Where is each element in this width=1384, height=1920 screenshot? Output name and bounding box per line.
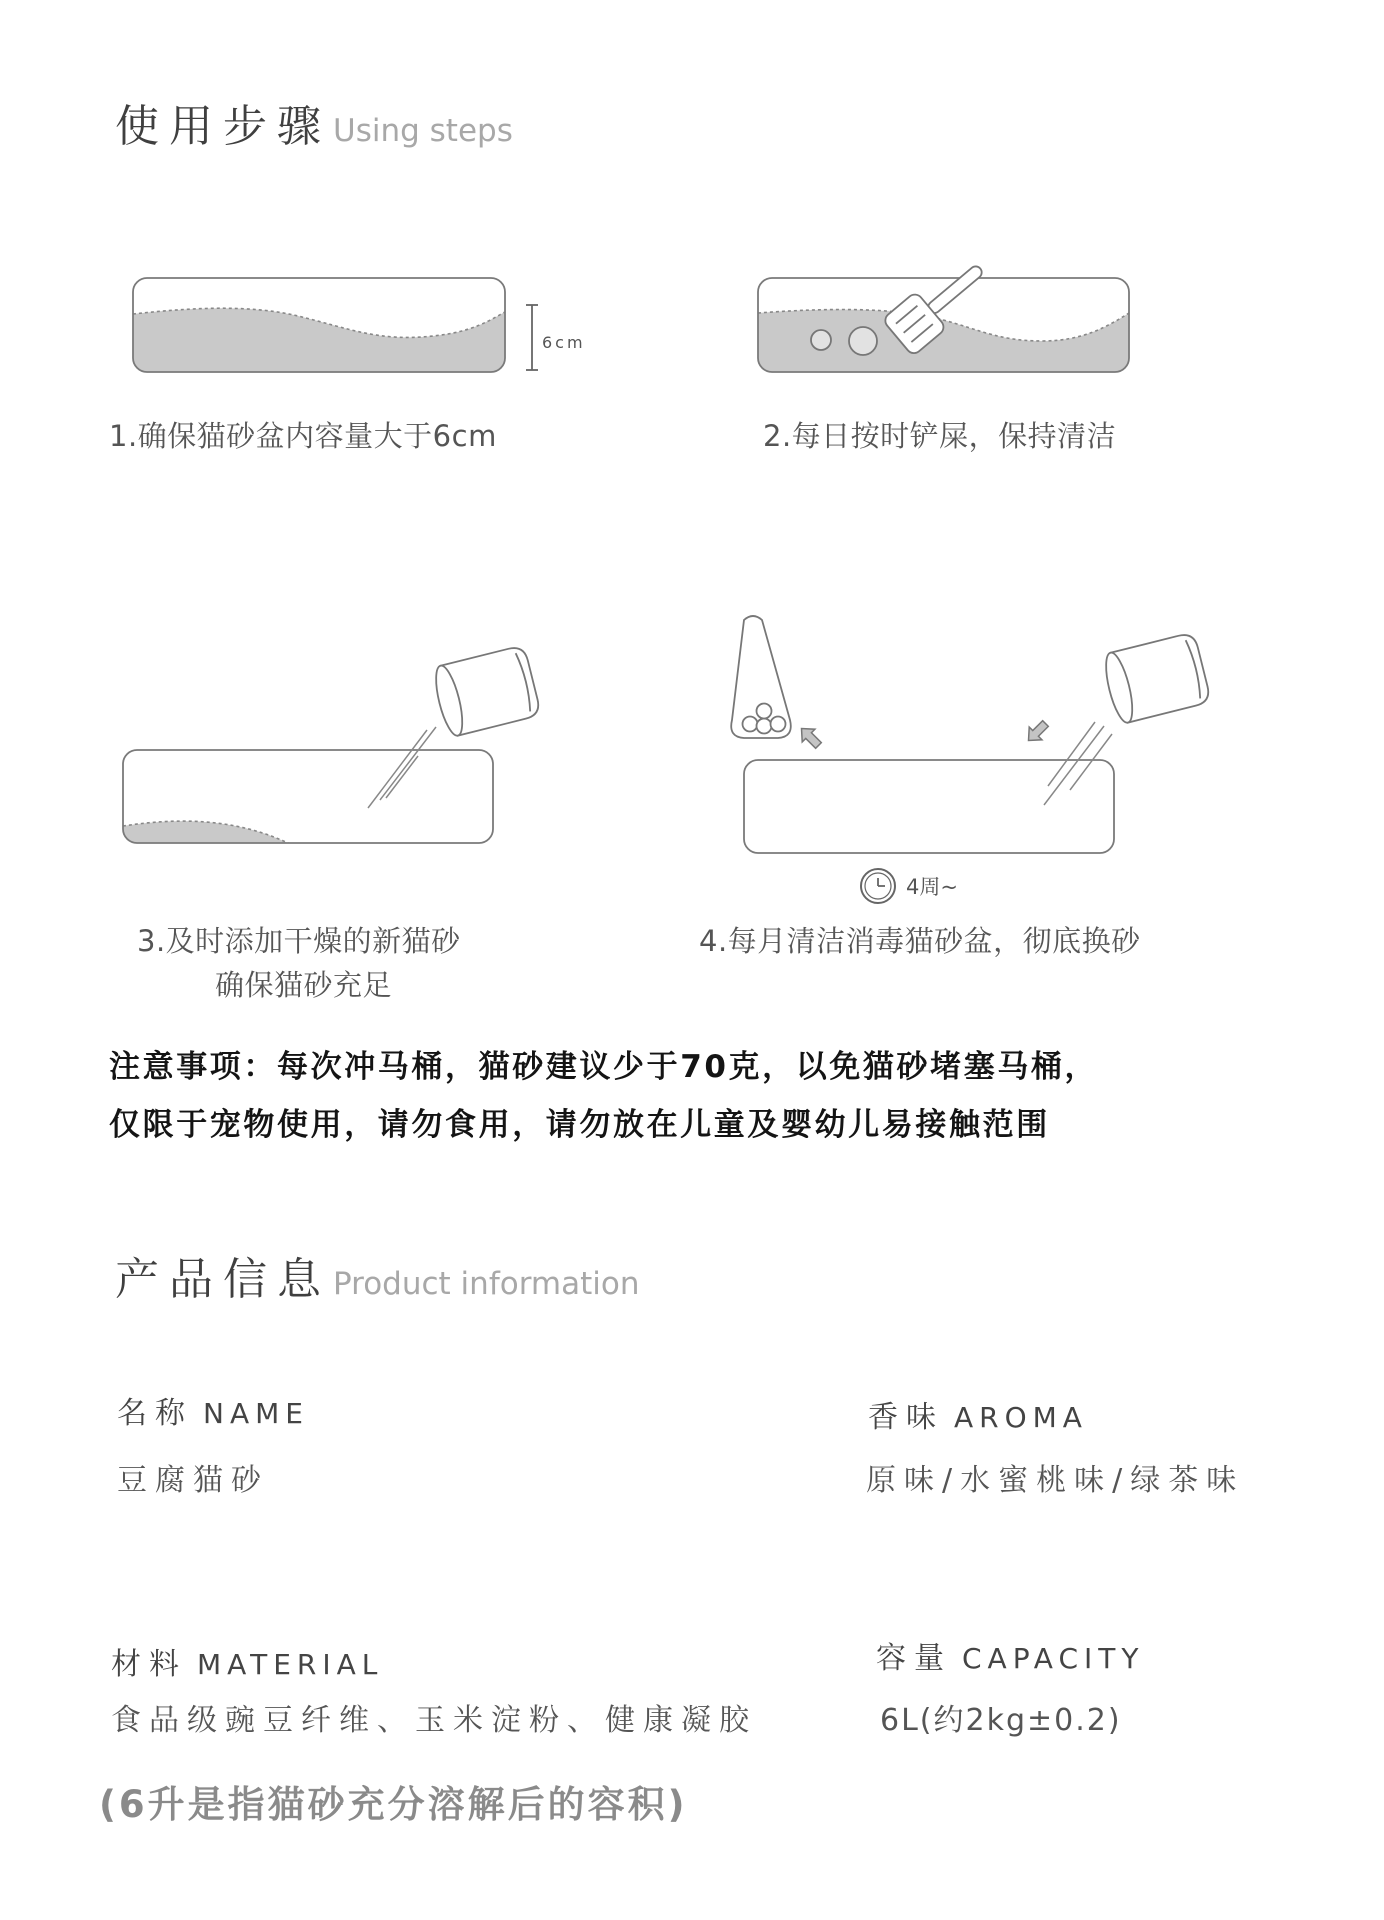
step4-label: 4.每月清洁消毒猫砂盆，彻底换砂 [699, 924, 1141, 958]
step3-label-line2: 确保猫砂充足 [215, 968, 393, 1002]
step3-label-line1: 3.及时添加干燥的新猫砂 [137, 924, 461, 958]
arrow-down-left-icon [1022, 717, 1052, 747]
name-field-value: 豆腐猫砂 [117, 1463, 269, 1498]
waste-clump [811, 330, 831, 350]
capacity-label-cn: 容量 [876, 1641, 952, 1676]
notice-line2: 仅限于宠物使用，请勿食用，请勿放在儿童及婴幼儿易接触范围 [109, 1107, 1050, 1143]
notice-line1: 注意事项：每次冲马桶，猫砂建议少于70克，以免猫砂堵塞马桶， [109, 1049, 1099, 1085]
aroma-label-cn: 香味 [868, 1400, 944, 1435]
name-label-en: NAME [203, 1397, 309, 1430]
aroma-label-en: AROMA [954, 1401, 1088, 1434]
arrow-up-left-icon [795, 722, 825, 752]
material-label-cn: 材料 [111, 1647, 187, 1682]
name-field-label [117, 1395, 309, 1433]
material-field-label [111, 1646, 383, 1684]
depth-measure-label: 6cm [542, 333, 586, 352]
step1-illustration [128, 272, 598, 382]
name-label-cn: 名称 [117, 1396, 193, 1431]
capacity-note: (6升是指猫砂充分溶解后的容积) [99, 1783, 688, 1826]
litter-box-outline [744, 760, 1114, 853]
capacity-field-label [876, 1640, 1144, 1678]
capacity-field-value: 6L(约2kg±0.2) [880, 1703, 1122, 1738]
litter-bag-icon [1101, 632, 1212, 725]
step1-label: 1.确保猫砂盆内容量大于6cm [109, 419, 497, 453]
step3-illustration [118, 630, 558, 850]
clock-icon [861, 869, 895, 903]
litter-bag-icon [431, 645, 542, 738]
step2-label: 2.每日按时铲屎，保持清洁 [763, 419, 1117, 453]
step2-illustration [752, 255, 1144, 380]
bottle-icon [731, 616, 791, 738]
product-title-en: Product information [333, 1266, 640, 1302]
ruler-icon [526, 305, 538, 370]
steps-section-title [115, 100, 513, 158]
steps-title-cn: 使用步骤 [115, 101, 331, 152]
aroma-field-value: 原味/水蜜桃味/绿茶味 [866, 1463, 1245, 1498]
product-title-cn: 产品信息 [115, 1254, 331, 1305]
waste-clump [849, 327, 877, 355]
material-field-value: 食品级豌豆纤维、玉米淀粉、健康凝胶 [111, 1703, 757, 1738]
material-label-en: MATERIAL [197, 1648, 384, 1681]
steps-title-en: Using steps [333, 113, 513, 149]
aroma-field-label [868, 1399, 1088, 1437]
product-section-title [115, 1253, 639, 1311]
cleaning-interval: 4周~ [906, 875, 958, 899]
capacity-label-en: CAPACITY [962, 1642, 1145, 1675]
step4-illustration [720, 600, 1230, 910]
